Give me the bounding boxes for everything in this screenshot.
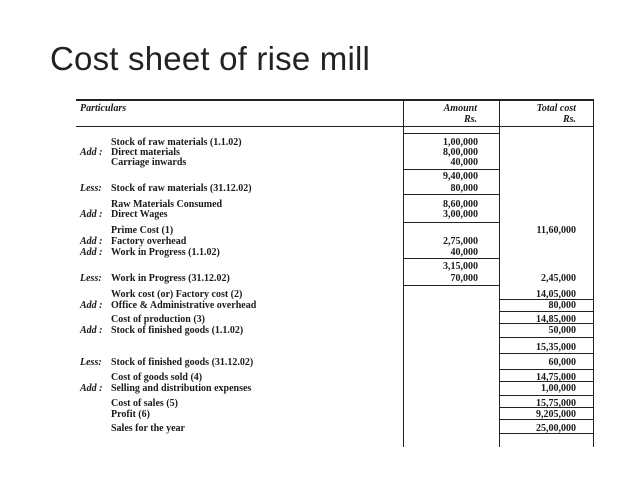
row-amount: 70,000 <box>450 273 478 284</box>
row-amount: 9,40,000 <box>443 171 478 182</box>
row-prefix: Less: <box>80 273 102 284</box>
row-amount: 40,000 <box>450 157 478 168</box>
amount-subtotal-rule <box>403 194 499 195</box>
total-subtotal-rule <box>499 381 593 382</box>
total-subtotal-rule <box>499 433 593 434</box>
amount-subtotal-rule <box>403 258 499 259</box>
header-amount: Amount <box>443 103 477 114</box>
header-total-unit: Rs. <box>562 114 576 125</box>
row-amount: 40,000 <box>450 247 478 258</box>
row-total: 80,000 <box>548 300 576 311</box>
row-label: Work in Progress (31.12.02) <box>111 273 230 284</box>
row-amount: 2,75,000 <box>443 236 478 247</box>
amount-subtotal-rule <box>403 133 499 134</box>
row-prefix: Less: <box>80 183 102 194</box>
row-prefix: Add : <box>80 247 103 258</box>
row-label: Stock of raw materials (1.1.02) <box>111 137 242 148</box>
row-amount: 80,000 <box>450 183 478 194</box>
header-bottom-rule <box>76 126 594 127</box>
row-prefix: Less: <box>80 357 102 368</box>
total-subtotal-rule <box>499 369 593 370</box>
header-amount-unit: Rs. <box>463 114 477 125</box>
row-total: 9,205,000 <box>536 409 576 420</box>
row-label: Office & Administrative overhead <box>111 300 257 311</box>
row-prefix: Add : <box>80 147 103 158</box>
total-subtotal-rule <box>499 353 593 354</box>
row-label: Profit (6) <box>111 409 150 420</box>
row-label: Stock of finished goods (1.1.02) <box>111 325 244 336</box>
total-subtotal-rule <box>499 323 593 324</box>
total-subtotal-rule <box>499 407 593 408</box>
header-particulars: Particulars <box>80 103 127 114</box>
row-prefix: Add : <box>80 383 103 394</box>
row-total: 15,75,000 <box>536 398 576 409</box>
row-amount: 8,60,000 <box>443 199 478 210</box>
row-total: 50,000 <box>548 325 576 336</box>
row-label: Raw Materials Consumed <box>111 199 223 210</box>
row-total: 2,45,000 <box>541 273 576 284</box>
row-prefix: Add : <box>80 236 103 247</box>
row-total: 14,75,000 <box>536 372 576 383</box>
row-label: Cost of sales (5) <box>111 398 178 409</box>
row-total: 14,85,000 <box>536 314 576 325</box>
header-total: Total cost <box>536 103 576 114</box>
row-label: Selling and distribution expenses <box>111 383 252 394</box>
row-label: Direct materials <box>111 147 180 158</box>
total-subtotal-rule <box>499 337 593 338</box>
row-total: 60,000 <box>548 357 576 368</box>
row-label: Prime Cost (1) <box>111 225 174 236</box>
amount-column-rule <box>403 99 404 447</box>
total-subtotal-rule <box>499 395 593 396</box>
row-label: Carriage inwards <box>111 157 187 168</box>
row-prefix: Add : <box>80 325 103 336</box>
amount-subtotal-rule <box>403 285 499 286</box>
row-label: Cost of production (3) <box>111 314 205 325</box>
row-prefix: Add : <box>80 209 103 220</box>
row-total: 25,00,000 <box>536 423 576 434</box>
total-subtotal-rule <box>499 419 593 420</box>
row-amount: 3,15,000 <box>443 261 478 272</box>
right-border-rule <box>593 99 594 447</box>
row-total: 15,35,000 <box>536 342 576 353</box>
row-total: 14,05,000 <box>536 289 576 300</box>
row-label: Stock of finished goods (31.12.02) <box>111 357 254 368</box>
row-total: 1,00,000 <box>541 383 576 394</box>
row-label: Direct Wages <box>111 209 168 220</box>
amount-subtotal-rule <box>403 222 499 223</box>
row-label: Work in Progress (1.1.02) <box>111 247 220 258</box>
table-top-rule <box>76 99 594 101</box>
row-label: Work cost (or) Factory cost (2) <box>111 289 243 300</box>
row-amount: 8,00,000 <box>443 147 478 158</box>
row-label: Factory overhead <box>111 236 187 247</box>
row-label: Cost of goods sold (4) <box>111 372 203 383</box>
row-amount: 1,00,000 <box>443 137 478 148</box>
amount-subtotal-rule <box>403 169 499 170</box>
row-amount: 3,00,000 <box>443 209 478 220</box>
total-subtotal-rule <box>499 299 593 300</box>
slide-title: Cost sheet of rise mill <box>50 40 371 77</box>
row-total: 11,60,000 <box>536 225 576 236</box>
row-label: Stock of raw materials (31.12.02) <box>111 183 252 194</box>
total-subtotal-rule <box>499 311 593 312</box>
cost-sheet-table <box>76 99 594 447</box>
row-prefix: Add : <box>80 300 103 311</box>
row-label: Sales for the year <box>111 423 185 434</box>
